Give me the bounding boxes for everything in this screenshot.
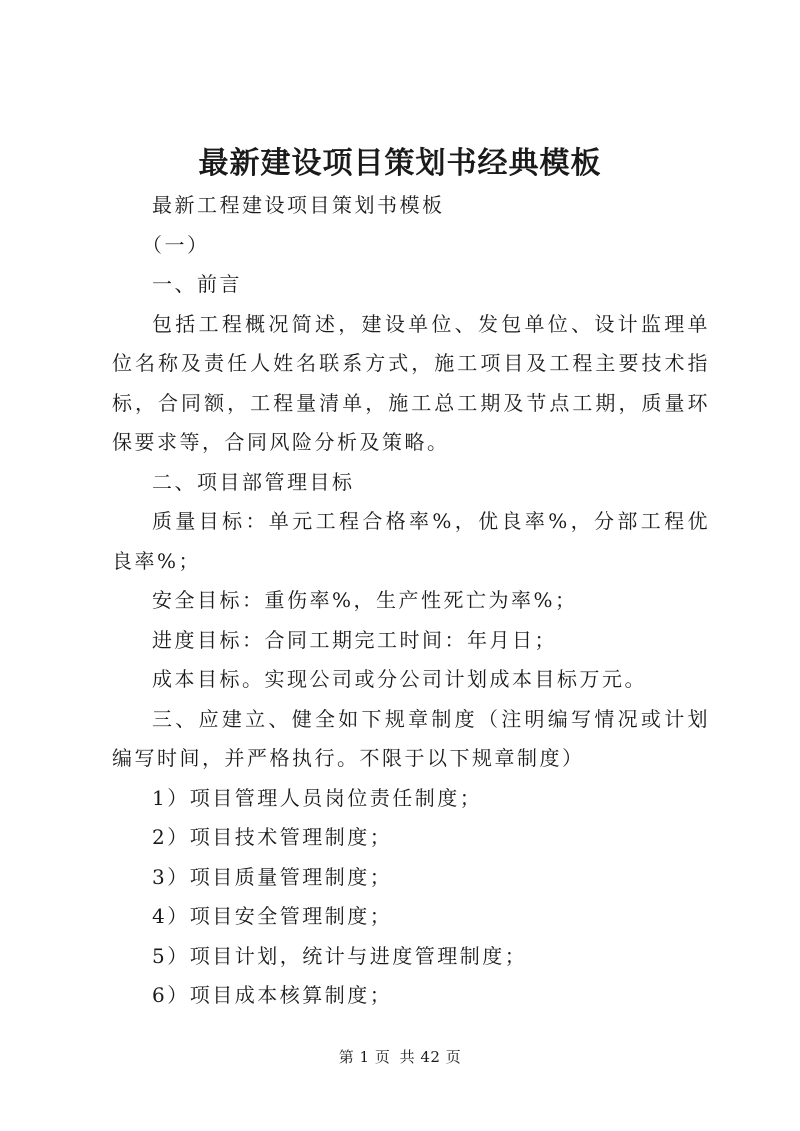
section-heading-rules: 三、应建立、健全如下规章制度（注明编写情况或计划编写时间，并严格执行。不限于以下规章制度） — [112, 706, 710, 770]
document-body — [112, 186, 710, 1016]
section-heading-preface: 一、前言 — [152, 272, 242, 296]
schedule-goal: 进度目标：合同工期完工时间：年月日； — [152, 627, 557, 652]
rule-item: 2）项目技术管理制度； — [152, 825, 393, 849]
rule-item: 4）项目安全管理制度； — [152, 904, 393, 928]
page-number: 第 1 页 — [338, 1048, 391, 1066]
safety-goal: 安全目标：重伤率%，生产性死亡为率%； — [152, 588, 578, 612]
cost-goal: 成本目标。实现公司或分公司计划成本目标万元。 — [152, 667, 647, 691]
page-footer — [0, 1046, 800, 1067]
rule-item: 3）项目质量管理制度； — [152, 864, 393, 889]
rule-item: 5）项目计划，统计与进度管理制度； — [152, 943, 528, 968]
document-title: 最新建设项目策划书经典模板 — [198, 146, 602, 181]
page-total: 共 42 页 — [399, 1048, 462, 1066]
preface-paragraph: 包括工程概况简述，建设单位、发包单位、设计监理单位名称及责任人姓名联系方式，施工项目及工程主要技术指标，合同额，工程量清单，施工总工期及节点工期，质量环保要求等，合同风险分析及策略。 — [112, 311, 710, 454]
rule-item: 6）项目成本核算制度； — [152, 983, 393, 1007]
rule-item: 1）项目管理人员岗位责任制度； — [152, 785, 483, 810]
quality-goal: 质量目标：单元工程合格率%，优良率%，分部工程优良率%； — [112, 509, 710, 573]
section-heading-goals: 二、项目部管理目标 — [152, 469, 355, 494]
section-marker: （一） — [142, 232, 210, 257]
subtitle-paragraph: 最新工程建设项目策划书模板 — [152, 193, 445, 217]
